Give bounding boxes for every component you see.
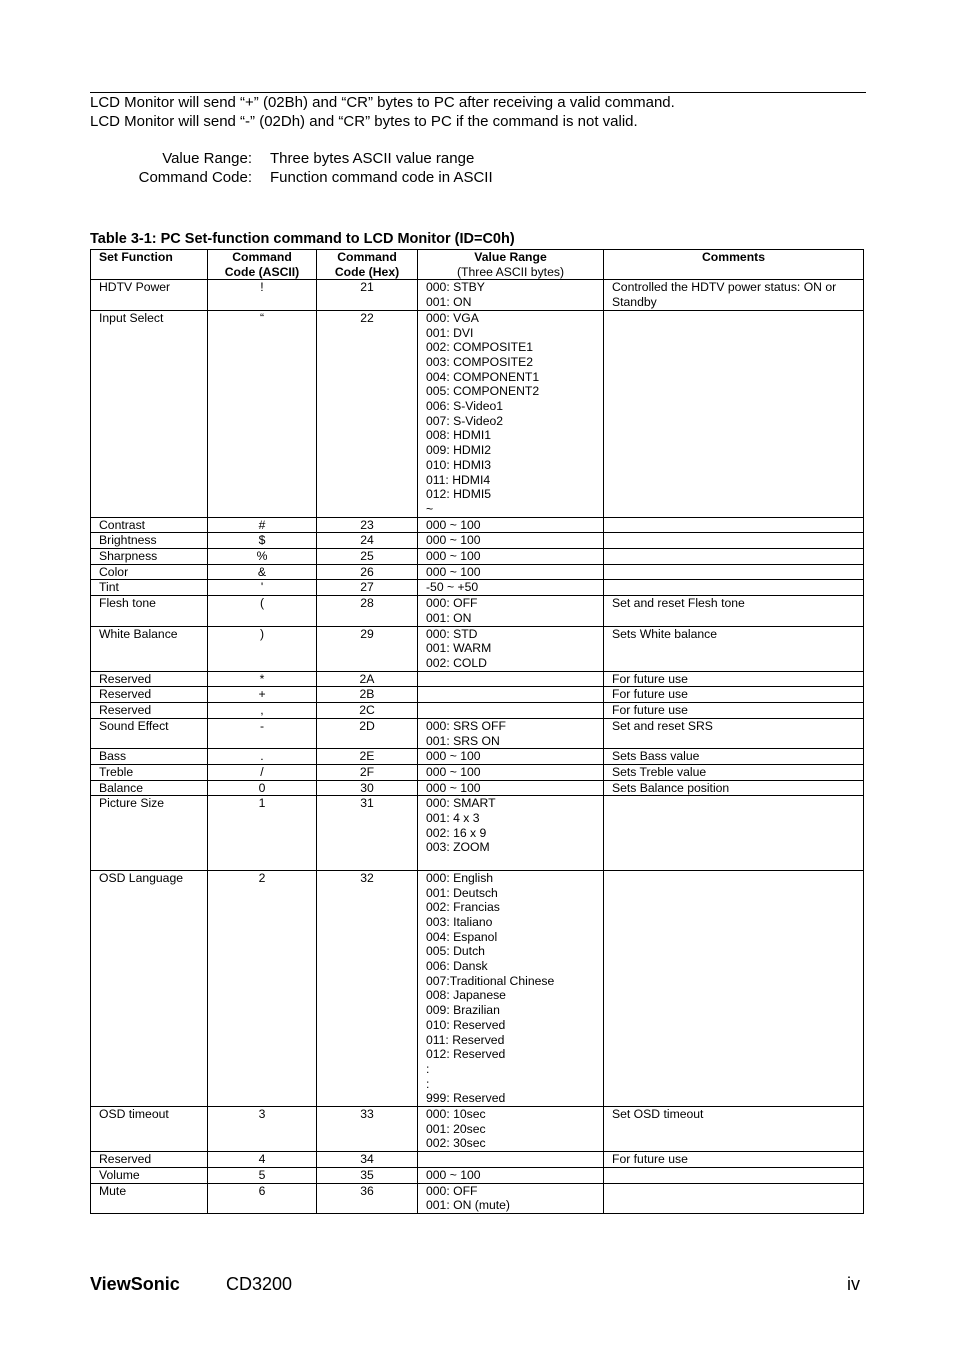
cell-code-hex: 26 (317, 564, 418, 580)
cell-value-range (418, 780, 604, 796)
cell-value-range (418, 764, 604, 780)
cell-code-hex: 27 (317, 580, 418, 596)
cell-value-range (418, 718, 604, 748)
value-line: 000: OFF (426, 596, 478, 611)
comment-line: Sets White balance (612, 626, 718, 641)
value-line: 000: VGA (426, 310, 479, 325)
value-line: 000: OFF (426, 1183, 478, 1198)
cell-code-hex: 31 (317, 796, 418, 871)
cell-comments (604, 1107, 864, 1152)
cell-code-hex: 30 (317, 780, 418, 796)
value-line: 010: Reserved (426, 1017, 506, 1032)
cell-value-range (418, 687, 604, 703)
cell-code-ascii: * (208, 671, 317, 687)
comment-line: Standby (612, 295, 657, 310)
value-line: 001: DVI (426, 325, 474, 340)
table-row (91, 749, 864, 765)
value-line: 000 ~ 100 (426, 517, 481, 532)
cell-set-function: White Balance (91, 626, 208, 671)
cell-code-ascii: . (208, 749, 317, 765)
table-row (91, 671, 864, 687)
cell-set-function: OSD timeout (91, 1107, 208, 1152)
cell-value-range (418, 796, 604, 871)
value-line: 009: HDMI2 (426, 443, 492, 458)
footer-model: CD3200 (226, 1274, 293, 1294)
header-comments: Comments (604, 250, 864, 280)
table-row (91, 517, 864, 533)
cell-value-range (418, 533, 604, 549)
cell-code-ascii: 5 (208, 1167, 317, 1183)
cell-comments (604, 310, 864, 517)
definition-label: Command Code: (138, 168, 252, 186)
cell-code-ascii: 3 (208, 1107, 317, 1152)
value-line: 005: COMPONENT2 (426, 384, 540, 399)
comment-line: Set and reset Flesh tone (612, 596, 745, 611)
cell-code-ascii: # (208, 517, 317, 533)
cell-code-ascii: 4 (208, 1152, 317, 1168)
comment-line: Set and reset SRS (612, 718, 713, 733)
cell-comments (604, 703, 864, 719)
top-rule (90, 92, 866, 93)
cell-value-range (418, 596, 604, 626)
value-line: 999: Reserved (426, 1091, 506, 1106)
intro-text (90, 94, 675, 131)
cell-code-hex: 24 (317, 533, 418, 549)
cell-value-range (418, 280, 604, 310)
table-row (91, 870, 864, 1106)
cell-comments (604, 671, 864, 687)
cell-set-function: Sound Effect (91, 718, 208, 748)
cell-code-hex: 32 (317, 870, 418, 1106)
table-row (91, 796, 864, 871)
cell-value-range (418, 310, 604, 517)
cell-code-ascii: % (208, 549, 317, 565)
cell-code-hex: 25 (317, 549, 418, 565)
header-code-ascii: Command Code (ASCII) (208, 250, 317, 280)
value-line: 000: SMART (426, 796, 496, 811)
value-line: 001: ON (426, 610, 472, 625)
cell-value-range (418, 1152, 604, 1168)
cell-set-function: Balance (91, 780, 208, 796)
cell-set-function: Volume (91, 1167, 208, 1183)
footer-page-number: iv (847, 1274, 860, 1294)
cell-comments (604, 749, 864, 765)
cell-comments (604, 517, 864, 533)
table-row (91, 687, 864, 703)
cell-code-ascii: - (208, 718, 317, 748)
cell-code-hex: 2D (317, 718, 418, 748)
value-line: 002: Francias (426, 900, 500, 915)
definition-text: Function command code in ASCII (270, 168, 493, 186)
value-line: 000 ~ 100 (426, 564, 481, 579)
cell-value-range (418, 870, 604, 1106)
table-row (91, 780, 864, 796)
value-line: 011: Reserved (426, 1032, 505, 1047)
table-row (91, 718, 864, 748)
cell-comments (604, 564, 864, 580)
cell-comments (604, 1167, 864, 1183)
cell-code-ascii: 2 (208, 870, 317, 1106)
comment-line: Controlled the HDTV power status: ON or (612, 280, 837, 295)
value-line: 003: Italiano (426, 914, 493, 929)
value-line: 006: Dansk (426, 959, 488, 974)
cell-code-hex: 2F (317, 764, 418, 780)
value-line: 003: COMPOSITE2 (426, 354, 534, 369)
value-line: 008: HDMI1 (426, 428, 492, 443)
definition-text: Three bytes ASCII value range (270, 150, 475, 167)
cell-comments (604, 549, 864, 565)
value-line: 000 ~ 100 (426, 533, 481, 548)
cell-set-function: Reserved (91, 1152, 208, 1168)
cell-code-ascii: 6 (208, 1183, 317, 1213)
value-line: 001: 20sec (426, 1121, 486, 1136)
cell-comments (604, 580, 864, 596)
table-row (91, 1167, 864, 1183)
value-line: 001: WARM (426, 641, 492, 656)
table-body (91, 280, 864, 1214)
value-line: 004: COMPONENT1 (426, 369, 540, 384)
value-line: 004: Espanol (426, 929, 498, 944)
cell-code-hex: 23 (317, 517, 418, 533)
cell-code-ascii: & (208, 564, 317, 580)
value-line: 000: STD (426, 626, 478, 641)
cell-value-range (418, 564, 604, 580)
table-row (91, 596, 864, 626)
cell-code-ascii: ! (208, 280, 317, 310)
cell-code-hex: 2E (317, 749, 418, 765)
table-row (91, 310, 864, 517)
value-line: 005: Dutch (426, 944, 485, 959)
value-line: 000 ~ 100 (426, 549, 481, 564)
value-line: 000 ~ 100 (426, 749, 481, 764)
cell-comments (604, 280, 864, 310)
value-line: 002: COLD (426, 655, 487, 670)
cell-value-range (418, 749, 604, 765)
cell-code-hex: 2C (317, 703, 418, 719)
comment-line: For future use (612, 687, 688, 702)
cell-code-hex: 36 (317, 1183, 418, 1213)
cell-comments (604, 870, 864, 1106)
cell-value-range (418, 517, 604, 533)
cell-value-range (418, 1183, 604, 1213)
cell-code-hex: 22 (317, 310, 418, 517)
table-row (91, 764, 864, 780)
table-row (91, 1183, 864, 1213)
cell-set-function: Input Select (91, 310, 208, 517)
cell-code-ascii: ' (208, 580, 317, 596)
footer-brand: ViewSonic (90, 1274, 180, 1294)
value-line: 000: STBY (426, 280, 485, 295)
value-line: 002: 16 x 9 (426, 825, 487, 840)
cell-comments (604, 718, 864, 748)
cell-code-hex: 2B (317, 687, 418, 703)
cell-code-ascii: ( (208, 596, 317, 626)
cell-code-ascii: $ (208, 533, 317, 549)
value-line: 007: S-Video2 (426, 413, 504, 428)
cell-value-range (418, 549, 604, 565)
value-line: 000 ~ 100 (426, 1167, 481, 1182)
header-code-hex: Command Code (Hex) (317, 250, 418, 280)
cell-code-hex: 29 (317, 626, 418, 671)
cell-code-hex: 34 (317, 1152, 418, 1168)
value-line: 000 ~ 100 (426, 764, 481, 779)
intro-line-1: LCD Monitor will send “+” (02Bh) and “CR” bytes to PC after receiving a valid command. (90, 94, 675, 111)
cell-set-function: Tint (91, 580, 208, 596)
intro-line-2: LCD Monitor will send “-” (02Dh) and “CR” bytes to PC if the command is not valid. (90, 112, 638, 130)
cell-set-function: Mute (91, 1183, 208, 1213)
cell-code-ascii: , (208, 703, 317, 719)
value-line: 003: ZOOM (426, 840, 490, 855)
definition-command-code (90, 169, 493, 188)
cell-comments (604, 596, 864, 626)
value-line: 000 ~ 100 (426, 780, 481, 795)
definitions (90, 150, 493, 187)
value-line: -50 ~ +50 (426, 580, 479, 595)
value-line: 010: HDMI3 (426, 457, 492, 472)
table-row (91, 1152, 864, 1168)
table-row (91, 703, 864, 719)
comment-line: Sets Balance position (612, 780, 730, 795)
cell-code-hex: 28 (317, 596, 418, 626)
cell-comments (604, 533, 864, 549)
table-row (91, 549, 864, 565)
cell-set-function: OSD Language (91, 870, 208, 1106)
cell-value-range (418, 580, 604, 596)
cell-comments (604, 687, 864, 703)
cell-comments (604, 1183, 864, 1213)
cell-code-hex: 2A (317, 671, 418, 687)
comment-line: For future use (612, 671, 688, 686)
cell-code-ascii: + (208, 687, 317, 703)
cell-set-function: Flesh tone (91, 596, 208, 626)
cell-code-hex: 21 (317, 280, 418, 310)
cell-code-ascii: ) (208, 626, 317, 671)
command-table (90, 249, 864, 1214)
table-row (91, 626, 864, 671)
cell-comments (604, 764, 864, 780)
value-line: 001: ON (mute) (426, 1198, 510, 1213)
header-set-function: Set Function (91, 250, 208, 280)
table-row (91, 1107, 864, 1152)
cell-set-function: Reserved (91, 687, 208, 703)
cell-value-range (418, 626, 604, 671)
definition-value-range (90, 150, 493, 169)
cell-set-function: Brightness (91, 533, 208, 549)
value-line: 012: HDMI5 (426, 487, 492, 502)
value-line (426, 855, 595, 870)
definition-label: Value Range: (162, 150, 252, 167)
cell-code-hex: 35 (317, 1167, 418, 1183)
cell-code-ascii: 1 (208, 796, 317, 871)
table-row (91, 564, 864, 580)
cell-code-ascii: / (208, 764, 317, 780)
cell-set-function: Picture Size (91, 796, 208, 871)
comment-line: For future use (612, 1152, 688, 1167)
value-line: 001: 4 x 3 (426, 811, 480, 826)
table-header-row (91, 250, 864, 280)
comment-line: Sets Treble value (612, 764, 707, 779)
value-line: : (426, 1061, 430, 1076)
header-value-range: Value Range (Three ASCII bytes) (418, 250, 604, 280)
value-line: 002: 30sec (426, 1136, 486, 1151)
table-row (91, 580, 864, 596)
table-row (91, 280, 864, 310)
cell-value-range (418, 1107, 604, 1152)
value-line: 000: 10sec (426, 1107, 486, 1122)
value-line: 006: S-Video1 (426, 399, 504, 414)
cell-set-function: Reserved (91, 671, 208, 687)
cell-set-function: HDTV Power (91, 280, 208, 310)
value-line: 001: ON (426, 295, 472, 310)
value-line: ~ (426, 501, 434, 516)
cell-set-function: Contrast (91, 517, 208, 533)
cell-value-range (418, 703, 604, 719)
cell-set-function: Treble (91, 764, 208, 780)
value-line: 000: SRS OFF (426, 718, 506, 733)
page-footer (90, 1274, 860, 1295)
comment-line: Set OSD timeout (612, 1107, 704, 1122)
cell-comments (604, 796, 864, 871)
cell-code-ascii: “ (208, 310, 317, 517)
value-line: 008: Japanese (426, 988, 506, 1003)
cell-comments (604, 1152, 864, 1168)
value-line: 012: Reserved (426, 1047, 506, 1062)
value-line: 009: Brazilian (426, 1003, 500, 1018)
cell-value-range (418, 1167, 604, 1183)
cell-comments (604, 780, 864, 796)
table-caption: Table 3-1: PC Set-function command to LCD Monitor (ID=C0h) (90, 231, 515, 247)
value-line: 002: COMPOSITE1 (426, 340, 534, 355)
cell-set-function: Sharpness (91, 549, 208, 565)
value-line: 000: English (426, 870, 494, 885)
value-line: : (426, 1076, 430, 1091)
cell-code-hex: 33 (317, 1107, 418, 1152)
cell-set-function: Color (91, 564, 208, 580)
comment-line: For future use (612, 703, 688, 718)
cell-set-function: Bass (91, 749, 208, 765)
cell-value-range (418, 671, 604, 687)
value-line: 001: Deutsch (426, 885, 498, 900)
value-line: 011: HDMI4 (426, 472, 491, 487)
cell-comments (604, 626, 864, 671)
cell-code-ascii: 0 (208, 780, 317, 796)
comment-line: Sets Bass value (612, 749, 700, 764)
value-line: 001: SRS ON (426, 733, 500, 748)
value-line: 007:Traditional Chinese (426, 973, 555, 988)
cell-set-function: Reserved (91, 703, 208, 719)
table-row (91, 533, 864, 549)
